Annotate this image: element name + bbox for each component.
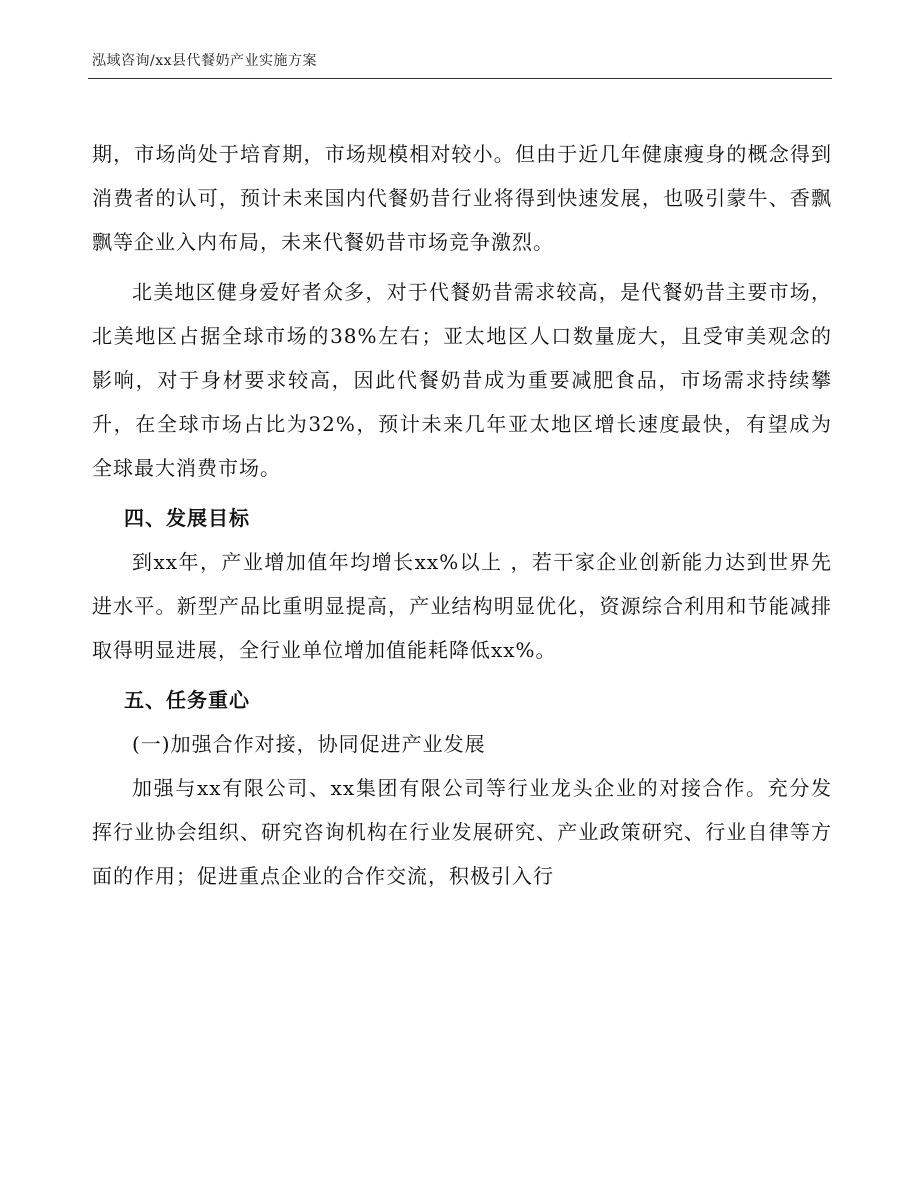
paragraph-north-america: 北美地区健身爱好者众多，对于代餐奶昔需求较高，是代餐奶昔主要市场，北美地区占据全球市场的38%左右；亚太地区人口数量庞大，且受审美观念的影响，对于身材要求较高，因此代餐奶昔成为重要减肥食品，市场需求持续攀升，在全球市场占比为32%，预计未来几年亚太地区增长速度最快，有望成为全球最大消费市场。 [92, 280, 832, 480]
page-header: 泓域咨询/xx县代餐奶产业实施方案 [92, 53, 318, 69]
paragraph-continuation: 期，市场尚处于培育期，市场规模相对较小。但由于近几年健康瘦身的概念得到消费者的认可，预计未来国内代餐奶昔行业将得到快速发展，也吸引蒙牛、香飘飘等企业入内布局，未来代餐奶昔市场竞争激烈。 [92, 142, 832, 254]
subsection-heading-cooperation: (一)加强合作对接，协同促进产业发展 [132, 732, 486, 756]
paragraph-development-goals: 到xx年，产业增加值年均增长xx%以上 ，若干家企业创新能力达到世界先进水平。新型产品比重明显提高，产业结构明显优化，资源综合利用和节能减排取得明显进展，全行业单位增加值能耗降低xx%。 [92, 550, 832, 662]
paragraph-cooperation: 加强与xx有限公司、xx集团有限公司等行业龙头企业的对接合作。充分发挥行业协会组织、研究咨询机构在行业发展研究、产业政策研究、行业自律等方面的作用；促进重点企业的合作交流，积极引入行 [92, 776, 832, 888]
section-heading-development-goals: 四、发展目标 [124, 506, 250, 530]
section-heading-key-tasks: 五、任务重心 [124, 688, 250, 712]
document-body [92, 132, 832, 898]
header-divider [88, 78, 832, 79]
